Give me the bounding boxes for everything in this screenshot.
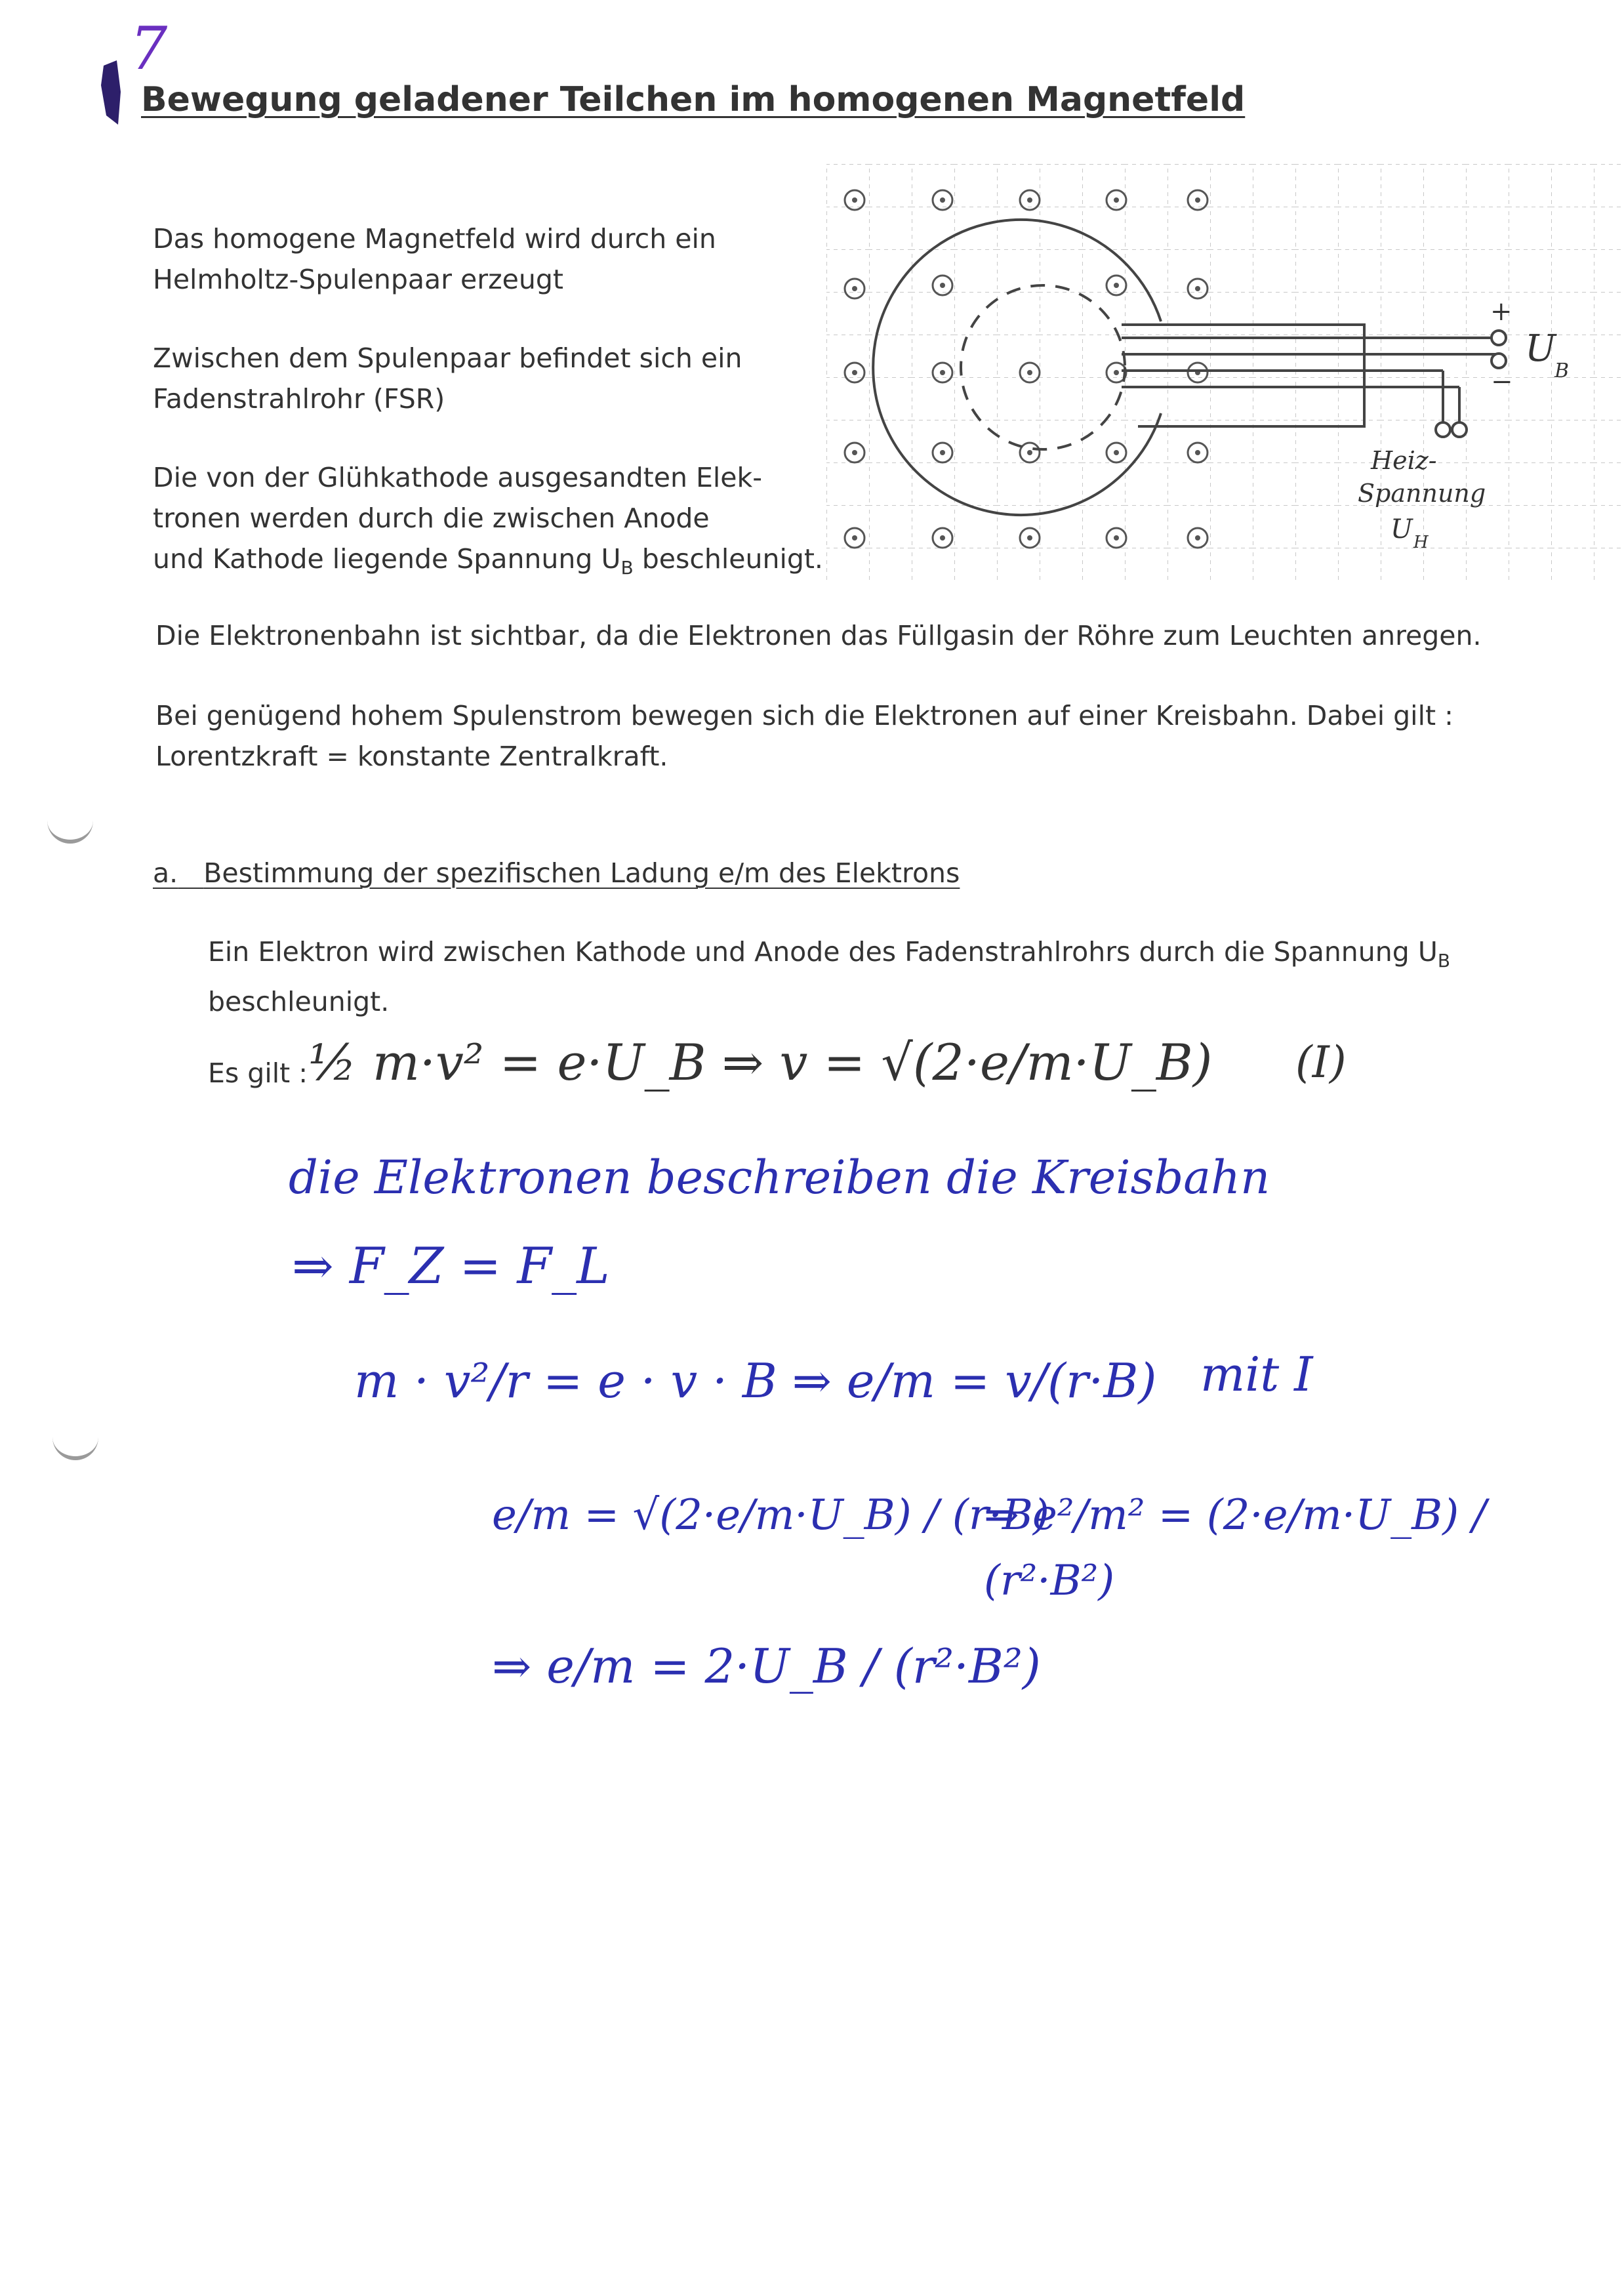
svg-text:H: H <box>1413 533 1429 552</box>
svg-text:Spannung: Spannung <box>1358 479 1486 508</box>
punch-hole-upper <box>47 813 93 844</box>
hand-eq-3: m · v²/r = e · v · B ⇒ e/m = v/(r·B) <box>354 1353 1157 1408</box>
punch-hole-lower <box>52 1430 98 1460</box>
intro-paragraph-1: Das homogene Magnetfeld wird durch ein Helmholtz-Spulenpaar erzeugt <box>153 223 716 295</box>
section-a-heading: a. Bestimmung der spezifischen Ladung e/m des Elektrons <box>153 857 960 889</box>
intro-paragraph-5: Bei genügend hohem Spulenstrom bewegen sich die Elektronen auf einer Kreisbahn. Dabei gilt : Lorentzkraft = konstante Zentralkraft. <box>155 700 1453 772</box>
fadenstrahlrohr-diagram <box>826 164 1624 597</box>
svg-text:−: − <box>1491 367 1513 397</box>
problem-number: 7 <box>130 14 168 83</box>
svg-text:+: + <box>1490 296 1512 327</box>
hand-eq-3-note: mit I <box>1200 1347 1313 1402</box>
svg-text:Heiz-: Heiz- <box>1371 446 1437 475</box>
ink-mark <box>92 52 144 131</box>
intro-paragraph-4: Die Elektronenbahn ist sichtbar, da die Elektronen das Füllgasin der Röhre zum Leuchten anregen. <box>155 620 1482 651</box>
hand-eq-1: ½ m·v² = e·U_B ⇒ v = √(2·e/m·U_B) <box>308 1033 1213 1092</box>
hand-sentence: die Elektronen beschreiben die Kreisbahn <box>289 1151 1270 1204</box>
hand-eq-5: ⇒ e/m = 2·U_B / (r²·B²) <box>492 1639 1041 1694</box>
section-a-text: Ein Elektron wird zwischen Kathode und Anode des Fadenstrahlrohrs durch die Spannung $U_B$ beschleunigt. <box>208 936 1451 1018</box>
intro-paragraph-2: Zwischen dem Spulenpaar befindet sich ein Fadenstrahlrohr (FSR) <box>153 342 742 415</box>
svg-text:U: U <box>1525 327 1556 370</box>
es-gilt-label: Es gilt : <box>208 1057 308 1089</box>
intro-paragraph-3: Die von der Glühkathode ausgesandten Elek- tronen werden durch die zwischen Anode und Kathode liegende Spannung $U_B$ beschleunigt. <box>153 462 823 579</box>
page-title: Bewegung geladener Teilchen im homogenen Magnetfeld <box>141 80 1246 119</box>
hand-eq-2: ⇒ F_Z = F_L <box>292 1237 610 1295</box>
svg-text:U: U <box>1391 514 1413 544</box>
hand-eq-4-left: e/m = √(2·e/m·U_B) / (r·B) <box>492 1491 1049 1540</box>
svg-text:B: B <box>1554 359 1570 382</box>
hand-eq-1-tag: (I) <box>1295 1037 1347 1088</box>
hand-eq-4-right: ⇒ e²/m² = (2·e/m·U_B) / (r²·B²) <box>984 1491 1487 1605</box>
